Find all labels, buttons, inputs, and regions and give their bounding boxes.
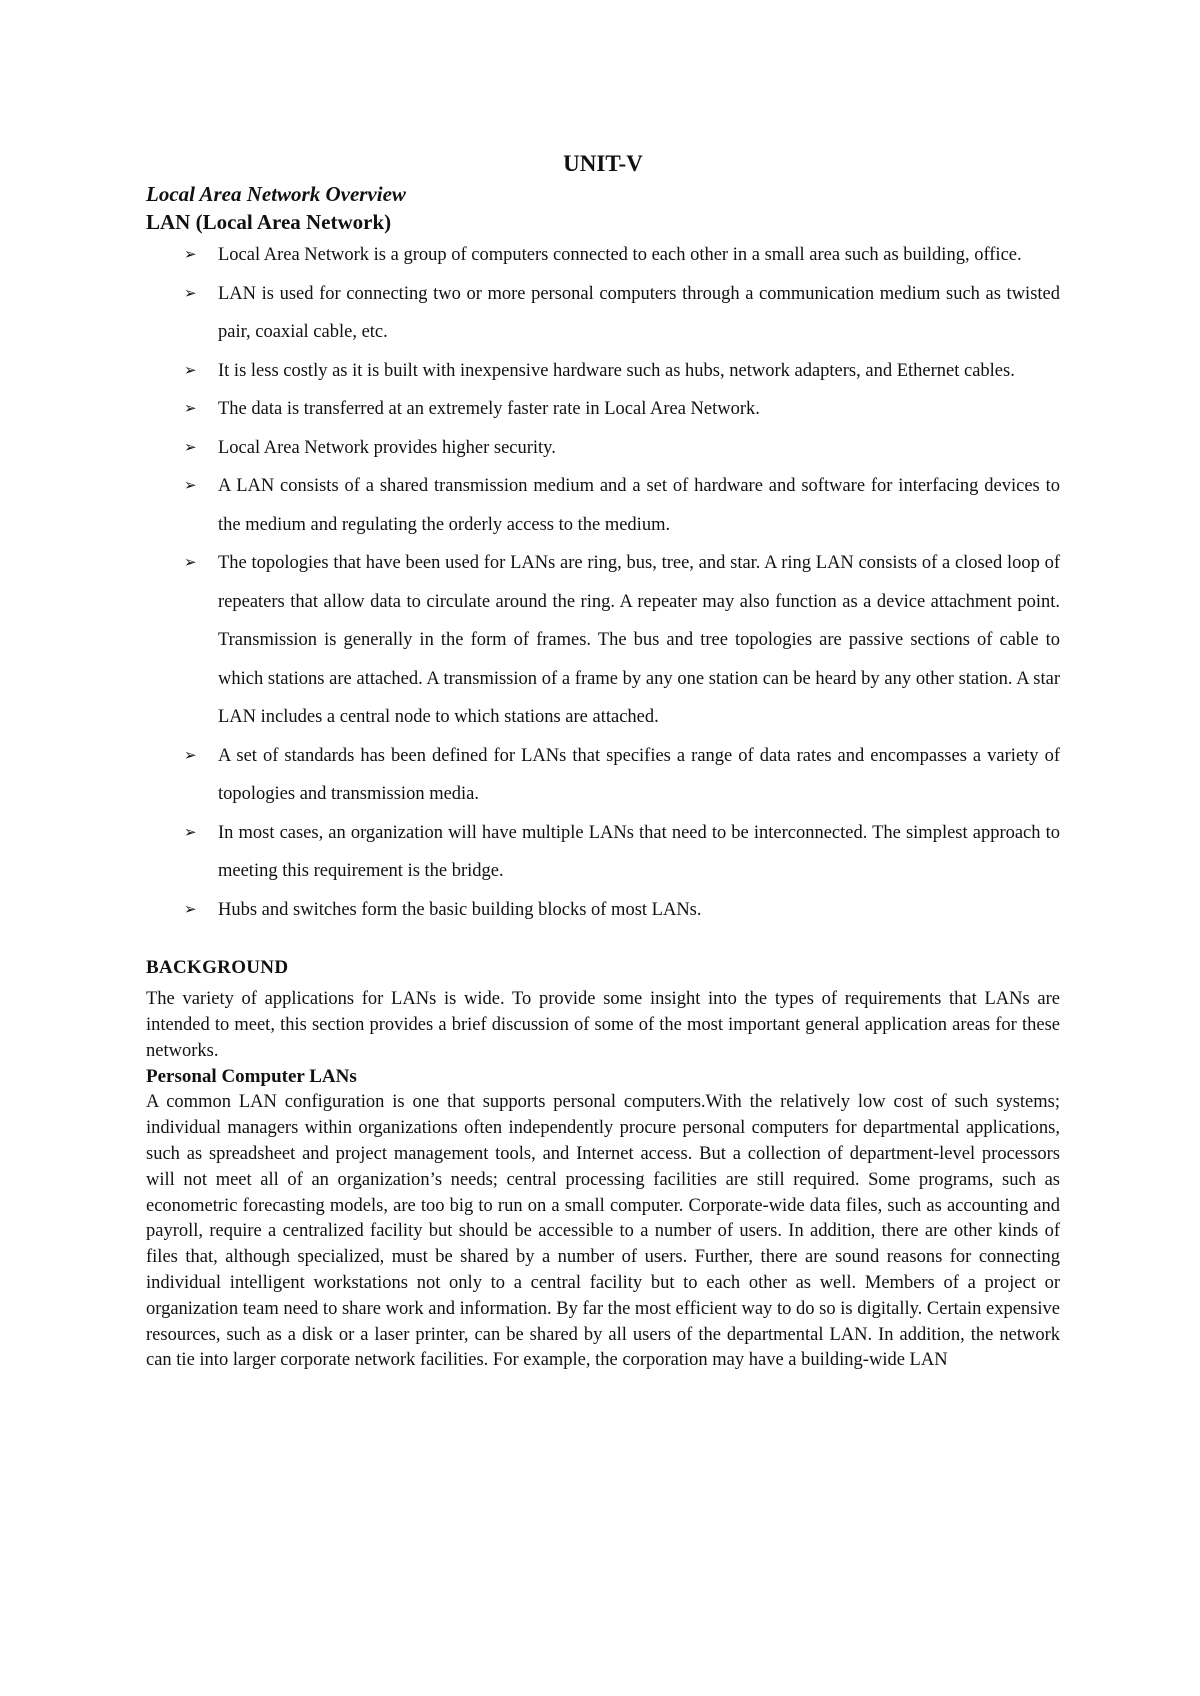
bullet-text: The data is transferred at an extremely faster rate in Local Area Network. bbox=[218, 399, 760, 419]
list-item bbox=[146, 814, 1060, 891]
bullet-text: The topologies that have been used for LANs are ring, bus, tree, and star. A ring LAN consists of a closed loop of repeaters that allow data to circulate around the ring. A repeater may also function as a device attachment point. Transmission is generally in the form of frames. The bus and tree topologies are passive sections of cable to which stations are attached. A transmission of a frame by any one station can be heard by any other station. A star LAN includes a central node to which stations are attached. bbox=[218, 553, 1060, 727]
list-item bbox=[146, 352, 1060, 391]
list-item bbox=[146, 544, 1060, 737]
background-heading: BACKGROUND bbox=[146, 957, 289, 978]
arrow-bullet-icon: ➢ bbox=[184, 247, 197, 263]
bullet-text: Local Area Network provides higher security. bbox=[218, 437, 556, 458]
list-item bbox=[146, 236, 1060, 275]
overview-heading: Local Area Network Overview bbox=[146, 182, 406, 206]
bullet-text: A set of standards has been defined for LANs that specifies a range of data rates and encompasses a variety of topologies and transmission media. bbox=[218, 745, 1060, 804]
arrow-bullet-icon: ➢ bbox=[184, 555, 197, 571]
bullet-text: Local Area Network is a group of computers connected to each other in a small area such as building, office. bbox=[218, 245, 1022, 265]
list-item bbox=[146, 891, 1060, 930]
arrow-bullet-icon: ➢ bbox=[184, 901, 197, 918]
bullet-text: It is less costly as it is built with inexpensive hardware such as hubs, network adapters, and Ethernet cables. bbox=[218, 360, 1015, 381]
bullet-text: LAN is used for connecting two or more personal computers through a communication medium such as twisted pair, coaxial cable, etc. bbox=[218, 283, 1060, 342]
list-item bbox=[146, 275, 1060, 352]
list-item bbox=[146, 737, 1060, 814]
bullet-text: In most cases, an organization will have multiple LANs that need to be interconnected. The simplest approach to meeting this requirement is the bridge. bbox=[218, 822, 1060, 881]
pc-lans-heading: Personal Computer LANs bbox=[146, 1066, 357, 1088]
list-item bbox=[146, 390, 1060, 429]
arrow-bullet-icon: ➢ bbox=[184, 285, 197, 302]
bullet-text: Hubs and switches form the basic building blocks of most LANs. bbox=[218, 899, 702, 920]
document-page bbox=[146, 148, 1060, 1374]
background-paragraph: The variety of applications for LANs is wide. To provide some insight into the types of requirements that LANs are intended to meet, this section provides a brief discussion of some of the most important general application areas for these networks. bbox=[146, 989, 1060, 1061]
arrow-bullet-icon: ➢ bbox=[184, 439, 197, 456]
list-item bbox=[146, 467, 1060, 544]
lan-bullet-list bbox=[146, 236, 1060, 929]
arrow-bullet-icon: ➢ bbox=[184, 824, 197, 841]
bullet-text: A LAN consists of a shared transmission medium and a set of hardware and software for interfacing devices to the medium and regulating the orderly access to the medium. bbox=[218, 476, 1060, 535]
arrow-bullet-icon: ➢ bbox=[184, 401, 197, 417]
list-item bbox=[146, 429, 1060, 468]
lan-heading: LAN (Local Area Network) bbox=[146, 210, 392, 234]
pc-lans-paragraph: A common LAN configuration is one that supports personal computers.With the relatively low cost of such systems; individual managers within organizations often independently procure personal computers for departmental applications, such as spreadsheet and project management tools, and Internet access. But a collection of department-level processors will not meet all of an organization’s needs; central processing facilities are still required. Some programs, such as econometric forecasting models, are too big to run on a small computer. Corporate-wide data files, such as accounting and payroll, require a centralized facility but should be accessible to a number of users. In addition, there are other kinds of files that, although specialized, must be shared by a number of users. Further, there are sound reasons for connecting individual intelligent workstations not only to a central facility but to each other as well. Members of a project or organization team need to share work and information. By far the most efficient way to do so is digitally. Certain expensive resources, such as a disk or a laser printer, can be shared by all users of the departmental LAN. In addition, the network can tie into larger corporate network facilities. For example, the corporation may have a building-wide LAN bbox=[146, 1092, 1060, 1371]
unit-title: UNIT-V bbox=[563, 151, 643, 176]
arrow-bullet-icon: ➢ bbox=[184, 478, 197, 494]
arrow-bullet-icon: ➢ bbox=[184, 362, 197, 379]
arrow-bullet-icon: ➢ bbox=[184, 747, 197, 764]
